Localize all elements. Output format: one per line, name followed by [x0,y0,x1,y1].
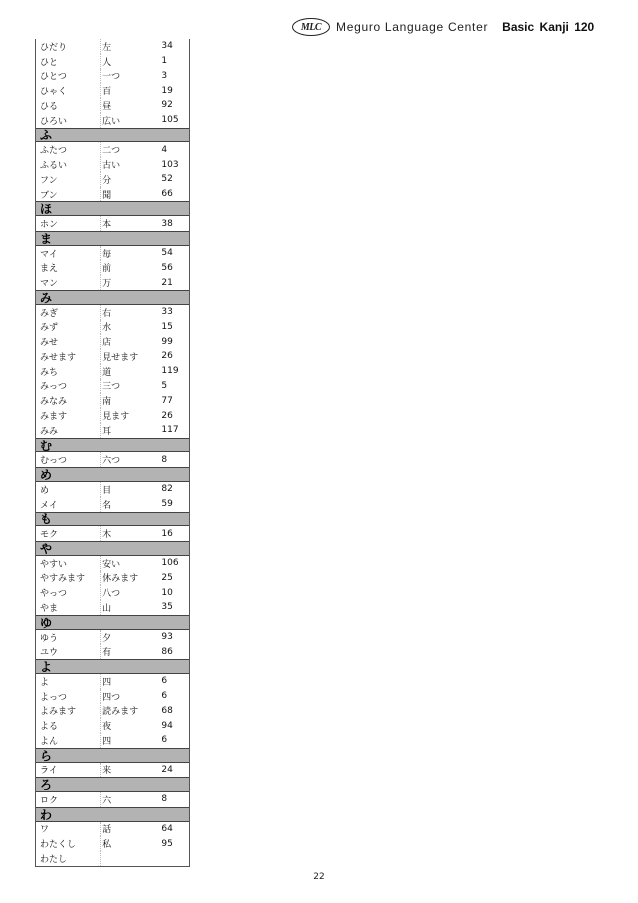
reading-cell: ライ [40,766,58,777]
kanji-cell: 名 [102,500,112,511]
index-row [36,172,189,187]
index-row [36,585,189,600]
reading-cell: ひろい [40,116,68,127]
section-header: ま [36,231,189,246]
reading-cell: め [40,485,50,496]
kanji-cell: 本 [102,220,112,231]
kanji-cell: 右 [102,308,112,319]
kanji-cell: 私 [102,840,112,851]
number-cell: 26 [161,351,173,362]
index-row [36,113,189,128]
index-row [36,216,189,231]
index-row [36,98,189,113]
kanji-cell: 四 [102,736,112,747]
reading-cell: ひゃく [40,87,68,98]
reading-cell: メイ [40,500,58,511]
number-cell: 93 [161,632,173,642]
kanji-cell: 人 [102,57,112,68]
index-row [36,630,189,645]
reading-cell: ブン [40,190,58,201]
kanji-cell: 山 [102,603,112,614]
number-cell: 106 [161,558,179,569]
number-cell: 34 [161,41,173,52]
index-row [36,157,189,172]
kanji-cell: 見ます [102,412,130,423]
kanji-cell: 店 [102,338,112,349]
index-row [36,260,189,275]
index-row [36,379,189,394]
number-cell: 5 [161,380,168,391]
reading-cell: やすい [40,559,68,570]
number-cell: 10 [161,587,173,598]
kanji-cell: 話 [102,825,112,836]
number-cell: 15 [161,321,173,332]
reading-cell: みます [40,412,68,423]
kanji-cell: 昼 [102,101,112,112]
kanji-cell: 四つ [102,692,121,703]
index-row [36,69,189,84]
reading-cell: みぎ [40,308,59,319]
reading-cell: やっつ [40,589,68,600]
kanji-cell: 安い [102,559,121,570]
number-cell: 6 [161,691,168,702]
index-row [36,689,189,704]
kanji-cell: 読みます [102,707,139,718]
index-row [36,408,189,423]
index-row [36,836,189,851]
reading-cell: わたし [40,854,68,865]
kanji-cell: 六つ [102,456,121,467]
index-row [36,600,189,615]
number-cell: 86 [161,646,173,657]
section-header: む [36,438,189,453]
index-row [36,644,189,659]
number-cell: 59 [161,499,173,510]
section-header: み [36,290,189,305]
reading-cell: モク [40,530,59,541]
number-cell: 52 [161,174,173,185]
index-row [36,792,189,807]
kanji-cell: 夕 [102,633,112,644]
number-cell: 56 [161,262,173,273]
kanji-cell: 二つ [102,146,121,157]
kanji-cell: 有 [102,648,112,659]
reading-cell: みち [40,367,59,378]
kanji-cell: 万 [102,279,112,290]
index-row [36,556,189,571]
section-header: わ [36,807,189,822]
reading-cell: やま [40,603,59,614]
index-row [36,349,189,364]
number-cell: 103 [161,159,179,170]
index-row [36,83,189,98]
kanji-cell: 前 [102,264,112,275]
number-cell: 35 [161,602,173,613]
number-cell: 99 [161,336,173,347]
number-cell: 38 [161,218,173,229]
kanji-cell: 毎 [102,249,112,260]
index-row [36,320,189,335]
section-header: ゆ [36,615,189,630]
kanji-cell: 来 [102,766,112,777]
kanji-cell: 水 [102,323,112,334]
kanji-cell: 四 [102,677,112,688]
number-cell: 3 [161,70,168,81]
kanji-cell: 目 [102,485,112,496]
number-cell: 94 [161,720,173,731]
kanji-cell: 左 [102,42,112,53]
index-row [36,54,189,69]
kanji-cell: 古い [102,161,121,171]
reading-cell: みせます [40,352,77,363]
index-row [36,275,189,290]
kanji-cell: 三つ [102,382,121,393]
kanji-cell: 広い [102,116,121,127]
index-row [36,393,189,408]
reading-cell: ひる [40,101,59,112]
index-row [36,733,189,748]
kanji-cell: 道 [102,367,112,378]
kanji-cell: 分 [102,175,112,186]
reading-cell: フン [40,175,58,186]
section-header: ろ [36,777,189,792]
reading-cell: まえ [40,264,59,275]
number-cell: 19 [161,85,173,96]
center-name: Meguro Language Center [336,20,489,34]
number-cell: 8 [161,454,168,465]
book-title: Basic Kanji 120 [502,20,595,34]
reading-cell: ゆう [40,633,59,644]
section-header: よ [36,659,189,674]
index-row [36,364,189,379]
number-cell: 24 [161,764,173,775]
number-cell: 26 [161,410,173,421]
reading-cell: ロク [40,795,59,806]
number-cell: 8 [161,794,168,805]
index-row [36,305,189,320]
section-header: ふ [36,128,189,143]
index-row [36,822,189,837]
index-row [36,851,189,866]
kanji-reading-index [35,39,190,867]
kanji-cell: 八つ [102,589,121,600]
number-cell: 21 [161,277,173,288]
kanji-cell: 木 [102,530,112,541]
kanji-cell: 百 [102,87,112,98]
number-cell: 77 [161,395,173,406]
index-row [36,423,189,438]
reading-cell: ホン [40,220,59,231]
reading-cell: よ [40,677,50,688]
number-cell: 16 [161,528,173,539]
index-row [36,142,189,157]
number-cell: 6 [161,676,168,687]
number-cell: 25 [161,572,173,583]
reading-cell: よん [40,736,59,747]
reading-cell: ひとつ [40,72,67,83]
kanji-cell: 南 [102,397,112,408]
reading-cell: ユウ [40,648,59,659]
number-cell: 117 [161,425,179,436]
reading-cell: マン [40,279,59,290]
index-row [36,246,189,261]
kanji-cell: 夜 [102,722,112,733]
reading-cell: みせ [40,338,59,349]
number-cell: 64 [161,823,173,834]
reading-cell: ひと [40,57,59,68]
kanji-cell: 耳 [102,426,112,437]
kanji-cell: 一つ [102,72,121,83]
kanji-cell: 聞 [102,190,112,201]
reading-cell: みなみ [40,397,68,408]
number-cell: 4 [161,144,168,155]
number-cell: 82 [161,484,173,495]
reading-cell: やすみます [40,574,86,585]
reading-cell: みず [40,323,59,334]
index-row [36,526,189,541]
reading-cell: よる [40,722,59,733]
page-header [292,16,612,38]
index-row [36,763,189,778]
reading-cell: よっつ [40,692,68,703]
index-row [36,187,189,202]
section-header: ら [36,748,189,763]
reading-cell: ワ [40,825,50,836]
number-cell: 92 [161,100,173,111]
section-header: も [36,512,189,527]
index-row [36,334,189,349]
section-header: め [36,467,189,482]
index-row [36,718,189,733]
index-row [36,703,189,718]
section-header: や [36,541,189,556]
reading-cell: ふるい [40,161,68,171]
reading-cell: ふたつ [40,146,68,157]
reading-cell: マイ [40,249,58,260]
mlc-logo: MLC [292,18,330,36]
kanji-cell: 休みます [102,574,139,585]
reading-cell: よみます [40,707,77,718]
index-row [36,452,189,467]
reading-cell: わたくし [40,840,77,851]
number-cell: 68 [161,705,173,716]
section-header: ほ [36,201,189,216]
index-row [36,39,189,54]
number-cell: 105 [161,115,179,126]
reading-cell: むっつ [40,456,68,467]
index-row [36,571,189,586]
reading-cell: みみ [40,426,59,437]
number-cell: 33 [161,307,173,318]
kanji-cell: 六 [102,795,112,806]
reading-cell: ひだり [40,42,68,53]
number-cell: 95 [161,838,173,849]
index-row [36,497,189,512]
number-cell: 54 [161,248,173,259]
page-number: 22 [313,872,325,882]
reading-cell: みっつ [40,382,68,393]
kanji-cell: 見せます [102,352,139,363]
number-cell: 6 [161,735,168,746]
number-cell: 119 [161,366,179,377]
index-row [36,482,189,497]
index-row [36,674,189,689]
number-cell: 1 [161,56,168,67]
number-cell: 66 [161,189,173,200]
